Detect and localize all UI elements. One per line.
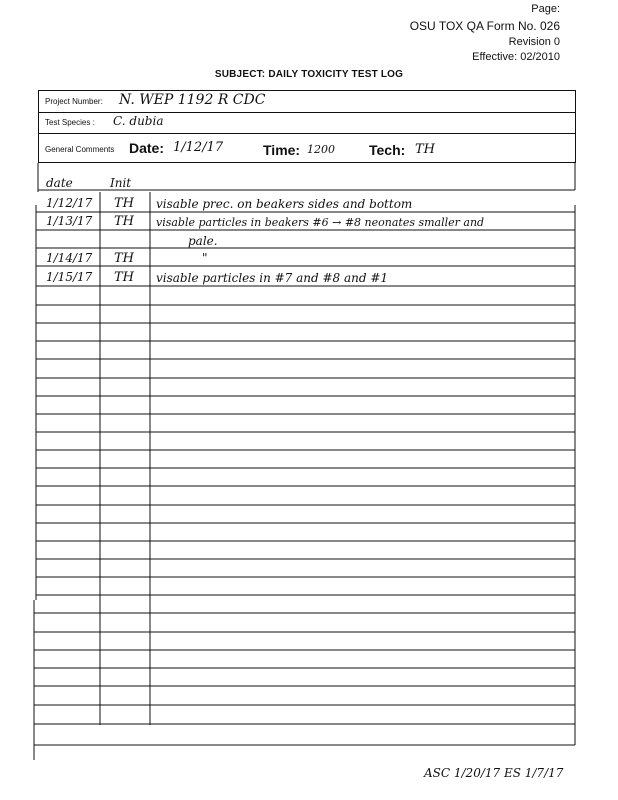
log-entry-init: TH — [114, 214, 135, 229]
test-species-label: Test Species : — [45, 118, 95, 127]
log-entry-init: TH — [114, 251, 135, 266]
log-entry-note: visable particles in beakers #6 → #8 neonates smaller and — [156, 216, 485, 229]
log-entry-date: 1/14/17 — [46, 251, 93, 265]
page-number-label: Page: — [531, 3, 560, 15]
project-number-label: Project Number: — [45, 97, 103, 106]
log-entry-date: 1/15/17 — [46, 270, 93, 284]
log-entry-note: pale. — [188, 234, 218, 248]
log-entry-note: visable particles in #7 and #8 and #1 — [156, 271, 389, 285]
log-entry-date: 1/13/17 — [46, 214, 93, 228]
time-label: Time: — [263, 142, 301, 158]
project-number-value[interactable]: N. WEP 1192 R CDC — [119, 92, 266, 108]
tech-label: Tech: — [369, 142, 406, 158]
log-entry-init: TH — [114, 196, 135, 211]
log-entry-date: 1/12/17 — [46, 196, 93, 210]
test-species-value[interactable]: C. dubia — [113, 114, 164, 128]
page-title: SUBJECT: DAILY TOXICITY TEST LOG — [214, 69, 404, 80]
log-entry-note: visable prec. on beakers sides and bottom — [156, 197, 413, 211]
date-value[interactable]: 1/12/17 — [173, 140, 224, 155]
date-label: Date: — [129, 140, 165, 156]
log-entry-note: " — [202, 251, 208, 265]
reviewer-initials: ASC 1/20/17 ES 1/7/17 — [424, 766, 564, 780]
log-entry-init: TH — [114, 270, 135, 285]
revision-label: Revision 0 — [508, 36, 560, 48]
tech-value[interactable]: TH — [415, 142, 436, 157]
form-number: OSU TOX QA Form No. 026 — [409, 19, 560, 33]
log-init-column-header: Init — [110, 176, 132, 190]
general-comments-label: General Comments — [45, 145, 115, 154]
effective-date: Effective: 02/2010 — [472, 51, 560, 63]
log-date-column-header: date — [46, 176, 73, 190]
time-value[interactable]: 1200 — [307, 143, 335, 156]
